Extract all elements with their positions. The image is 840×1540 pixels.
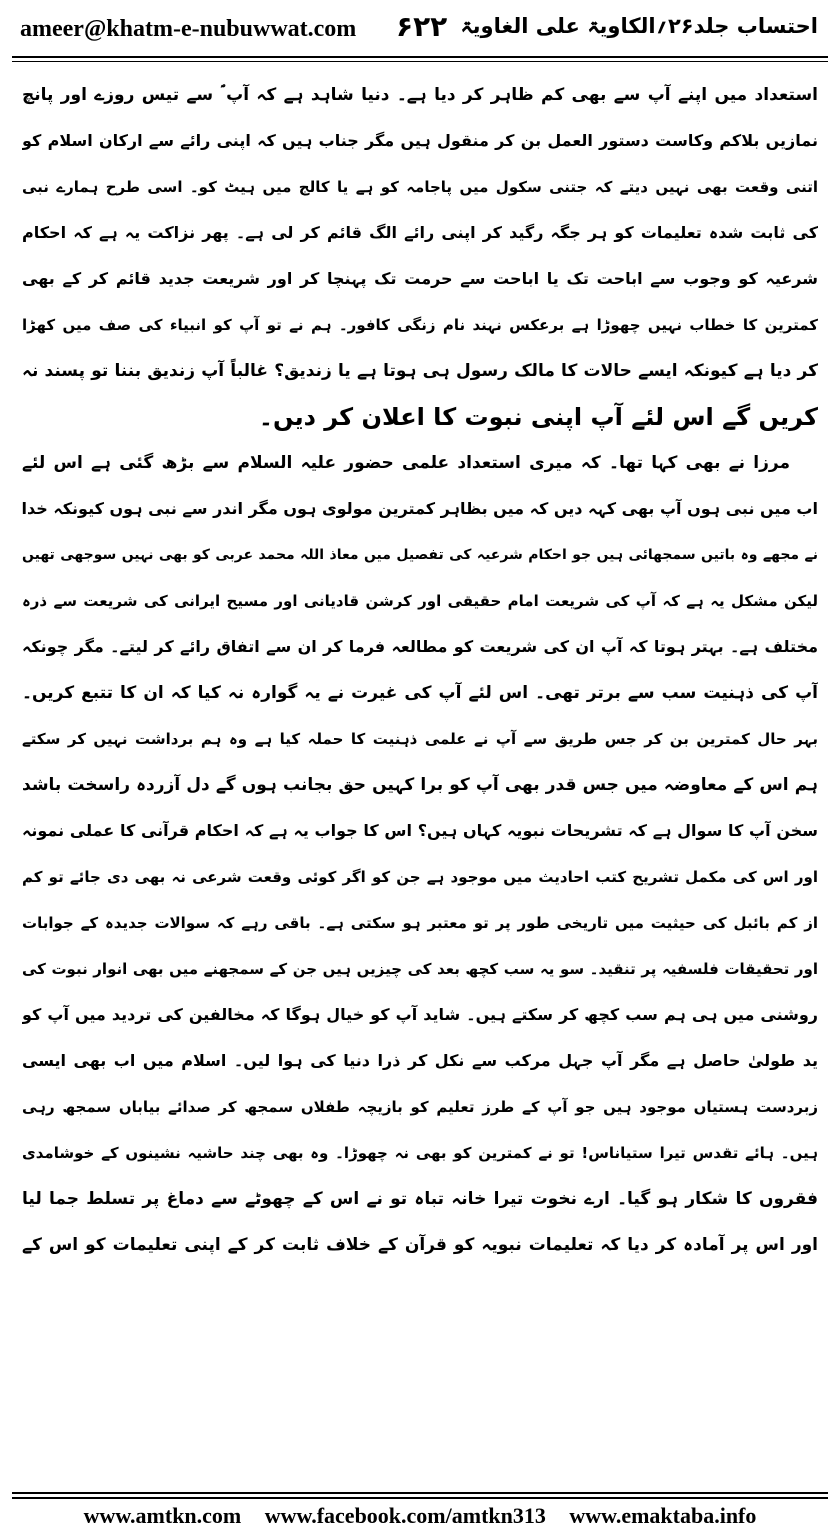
body-line: سخن آپ کا سوال ہے کہ تشریحات نبویہ کہاں ہیں؟ اس کا جواب یہ ہے کہ احکام قرآنی کا عملی نمونہ bbox=[22, 821, 818, 840]
page-body bbox=[22, 72, 818, 1472]
footer-rule-second bbox=[12, 1497, 828, 1499]
page-number: ۶۲۲ bbox=[396, 10, 448, 43]
footer-link-amtkn[interactable]: www.amtkn.com bbox=[83, 1503, 242, 1528]
body-line: اور اس پر آمادہ کر دیا کہ تعلیمات نبویہ کو قرآن کے خلاف ثابت کر کے اپنی تعلیمات کو اس کے bbox=[22, 1235, 818, 1255]
header-rule-thin bbox=[12, 61, 828, 62]
body-line: مرزا نے بھی کہا تھا۔ کہ میری استعداد علمی حضور علیہ السلام سے بڑھ گئی ہے اس لئے bbox=[22, 453, 790, 473]
body-line: بہر حال کمترین بن کر جس طریق سے آپ نے علمی ذہنیت کا حملہ کیا ہے وہ ہم برداشت نہیں کر سکتے bbox=[22, 730, 818, 748]
body-line: اتنی وقعت بھی نہیں دیتے کہ جتنی سکول میں پاجامہ کو ہے یا کالج میں ہیٹ کو۔ اسی طرح ہمارے نبی bbox=[22, 178, 818, 196]
body-line: استعداد میں اپنے آپ سے بھی کم ظاہر کر دیا ہے۔ دنیا شاہد ہے کہ آپ ؐ سے تیس روزے اور پانچ bbox=[22, 85, 818, 105]
body-line: اب میں نبی ہوں آپ بھی کہہ دیں کہ میں بظاہر کمترین مولوی ہوں مگر اندر سے نبی ہوں کیونکہ خدا bbox=[22, 499, 818, 518]
body-line: روشنی میں ہی ہم سب کچھ کر سکتے ہیں۔ شاید آپ کو خیال ہوگا کہ مخالفین کی تردید میں آپ کو bbox=[22, 1005, 818, 1024]
body-line: از کم بائبل کی حیثیت میں تاریخی طور پر تو معتبر ہو سکتی ہے۔ باقی رہے کہ سوالات جدیدہ کے جوابات bbox=[22, 914, 818, 932]
body-line: اور اس کی مکمل تشریح کتب احادیث میں موجود ہے جن کو اگر کوئی وقعت شرعی نہ بھی دی جائے تو کم bbox=[22, 868, 818, 886]
body-line: فقروں کا شکار ہو گیا۔ ارے نخوت تیرا خانہ تباہ تو نے اس کے چھوٹے سے دماغ پر تسلط جما لیا bbox=[22, 1189, 818, 1209]
body-line: کریں گے اس لئے آپ اپنی نبوت کا اعلان کر دیں۔ bbox=[258, 403, 818, 431]
footer-link-emaktaba[interactable]: www.emaktaba.info bbox=[569, 1503, 757, 1528]
body-line: ید طولیٰ حاصل ہے مگر آپ جہل مرکب سے نکل کر ذرا دنیا کی ہوا لیں۔ اسلام میں اب بھی ایسی bbox=[22, 1051, 818, 1070]
running-title: احتساب جلد۲۶؍الکاویۃ علی الغاویۃ bbox=[460, 14, 818, 38]
body-line: لیکن مشکل یہ ہے کہ آپ کی شریعت امام حقیقی اور کرشن قادیانی اور مسیح ایرانی کی شریعت سے ذرہ bbox=[22, 592, 818, 610]
body-line: شرعیہ کو وجوب سے اباحت تک یا اباحت سے حرمت تک پہنچا کر اور شریعت جدید قائم کر کے بھی bbox=[22, 269, 818, 288]
body-line: مختلف ہے۔ بہتر ہوتا کہ آپ ان کی شریعت کو مطالعہ فرما کر ان سے اتفاق رائے کر لیتے۔ مگر چونکہ bbox=[22, 637, 818, 656]
body-line: اور تحقیقات فلسفیہ پر تنقید۔ سو یہ سب کچھ بعد کی چیزیں ہیں جن کے سمجھنے میں بھی انوار نبوت کی bbox=[22, 960, 818, 978]
body-line: ہیں۔ ہائے تقدس تیرا ستیاناس! تو نے کمترین کو بھی نہ چھوڑا۔ وہ بھی چند حاشیہ نشینوں کے خوشامدی bbox=[22, 1144, 818, 1162]
body-line: زبردست ہستیاں موجود ہیں جو آپ کے طرز تعلیم کو بازیچہ طفلاں سمجھ کر صدائے بیاباں سمجھ رہی bbox=[22, 1098, 818, 1116]
header-rule bbox=[12, 56, 828, 58]
body-line: ہم اس کے معاوضہ میں جس قدر بھی آپ کو برا کہیں حق بجانب ہوں گے دل آزردہ راسخت باشد bbox=[22, 775, 818, 795]
header-email: ameer@khatm-e-nubuwwat.com bbox=[20, 16, 357, 42]
body-line: آپ کی ذہنیت سب سے برتر تھی۔ اس لئے آپ کی غیرت نے یہ گوارہ نہ کیا کہ ان کا تتبع کریں۔ bbox=[22, 683, 818, 703]
footer-rule bbox=[12, 1492, 828, 1494]
body-line: کمترین کا خطاب نہیں چھوڑا ہے برعکس نہند نام زنگی کافور۔ ہم نے تو آپ کو انبیاء کی صف میں کھڑا bbox=[22, 316, 818, 334]
footer-link-facebook[interactable]: www.facebook.com/amtkn313 bbox=[264, 1503, 546, 1528]
body-line: نمازیں بلاکم وکاست دستور العمل بن کر منقول ہیں مگر جناب ہیں کہ اپنی رائے سے ارکان اسلام کو bbox=[22, 131, 818, 150]
body-line: کر دیا ہے کیونکہ ایسے حالات کا مالک رسول ہی ہوتا ہے یا زندیق؟ غالباً آپ زندیق بننا تو پسند نہ bbox=[22, 361, 818, 381]
page-footer bbox=[0, 1503, 840, 1537]
body-line: نے مجھے وہ باتیں سمجھائی ہیں جو احکام شرعیہ کی تفصیل میں معاذ اللہ محمد عربی کو بھی نہیں سوجھی تھیں bbox=[22, 547, 818, 563]
body-line: کی ثابت شدہ تعلیمات کو ہر جگہ رگید کر اپنی رائے الگ قائم کر لی ہے۔ پھر نزاکت یہ ہے کہ احکام bbox=[22, 223, 818, 242]
